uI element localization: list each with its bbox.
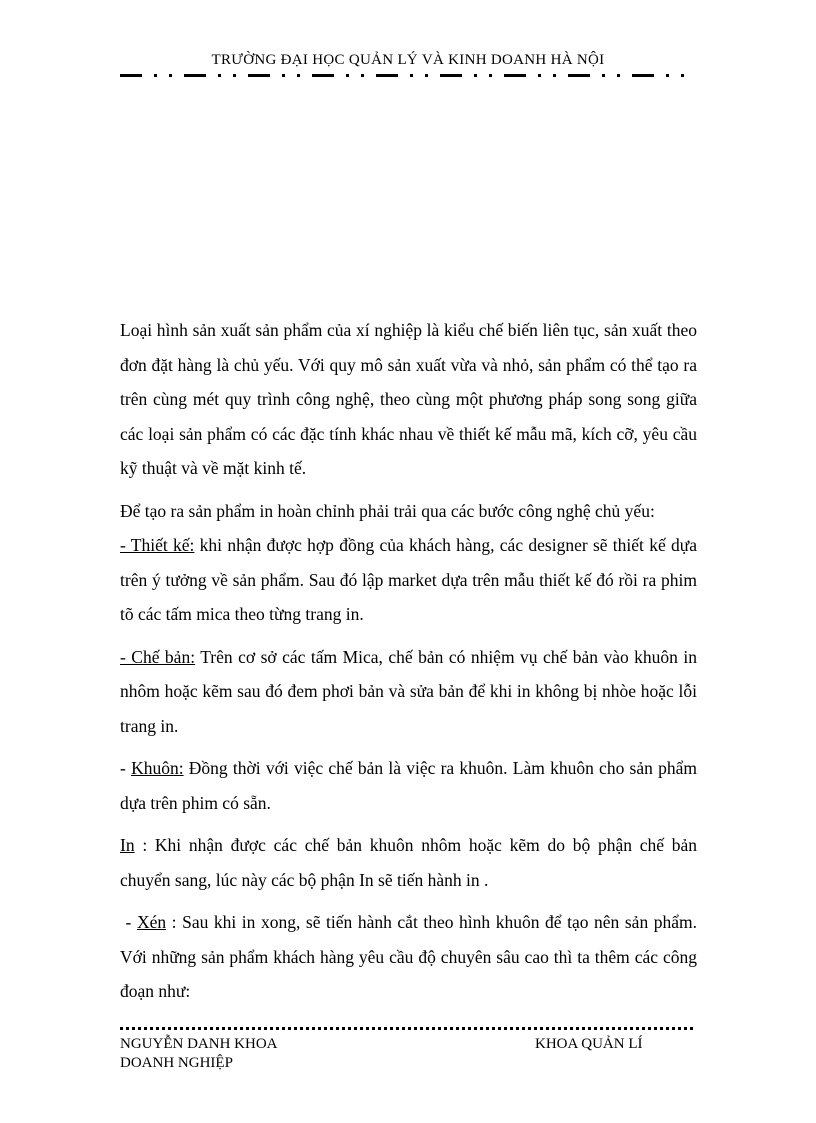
step-prefix-cut: -	[120, 912, 137, 932]
page-header-title: TRƯỜNG ĐẠI HỌC QUẢN LÝ VÀ KINH DOANH HÀ NỘI	[211, 52, 605, 68]
footer-department: KHOA QUẢN LÍ	[535, 1036, 643, 1052]
step-label-plate: - Chế bản:	[120, 646, 196, 667]
paragraph-plate-making	[120, 640, 697, 744]
step-text-design: khi nhận được hợp đồng của khách hàng, các designer sẽ thiết kế dựa trên ý tưởng về sản phẩm. Sau đó lập market dựa trên mẫu thiết kế đó rồi ra phim tõ các tấm mica theo từng trang in.	[120, 535, 697, 624]
step-text-mold: Đồng thời với việc chế bản là việc ra khuôn. Làm khuôn cho sản phẩm dựa trên phim có sẵn.	[120, 758, 697, 813]
step-text-print: : Khi nhận được các chế bản khuôn nhôm hoặc kẽm do bộ phận chế bản chuyển sang, lúc này các bộ phận In sẽ tiến hành in .	[120, 835, 697, 890]
step-prefix-mold: -	[120, 758, 132, 778]
footer-author	[120, 1035, 278, 1073]
step-label-design: - Thiết kế:	[120, 535, 195, 555]
header-decorative-rule	[120, 73, 696, 79]
paragraph-design-step	[120, 494, 697, 632]
step-text-plate: Trên cơ sở các tấm Mica, chế bản có nhiệm vụ chế bản vào khuôn in nhôm hoặc kẽm sau đó đem phơi bản và sửa bản để khi in không bị nhòe hoặc lỗi trang in.	[120, 646, 697, 736]
step-text-cut: : Sau khi in xong, sẽ tiến hành cắt theo hình khuôn để tạo nên sản phẩm. Với những sản phẩm khách hàng yêu cầu độ chuyên sâu cao thì ta thêm các công đoạn như:	[120, 912, 698, 1001]
step-label-cut: Xén	[136, 912, 167, 932]
footer-author-line2: DOANH NGHIỆP	[120, 1055, 233, 1071]
paragraph-cutting	[120, 905, 697, 1009]
document-body	[120, 313, 697, 1017]
paragraph-mold	[120, 751, 697, 820]
footer-dotted-rule	[120, 1027, 693, 1030]
step-label-print: In	[120, 835, 135, 855]
step-label-mold: Khuôn:	[131, 758, 184, 778]
paragraph-steps-intro: Để tạo ra sản phẩm in hoàn chỉnh phải trải qua các bước công nghệ chủ yếu:	[120, 500, 655, 521]
paragraph-production-type: Loại hình sản xuất sản phẩm của xí nghiệp là kiểu chế biến liên tục, sản xuất theo đơn đặt hàng là chủ yếu. Với quy mô sản xuất vừa và nhỏ, sản phẩm có thể tạo ra trên cùng mét quy trình công nghệ, theo cùng một phương pháp song song giữa các loại sản phẩm có các đặc tính khác nhau về thiết kế mẫu mã, kích cỡ, yêu cầu kỹ thuật và về mặt kinh tế.	[120, 320, 697, 478]
paragraph-printing	[120, 828, 697, 897]
footer-author-name: NGUYỄN DANH KHOA	[120, 1036, 278, 1052]
